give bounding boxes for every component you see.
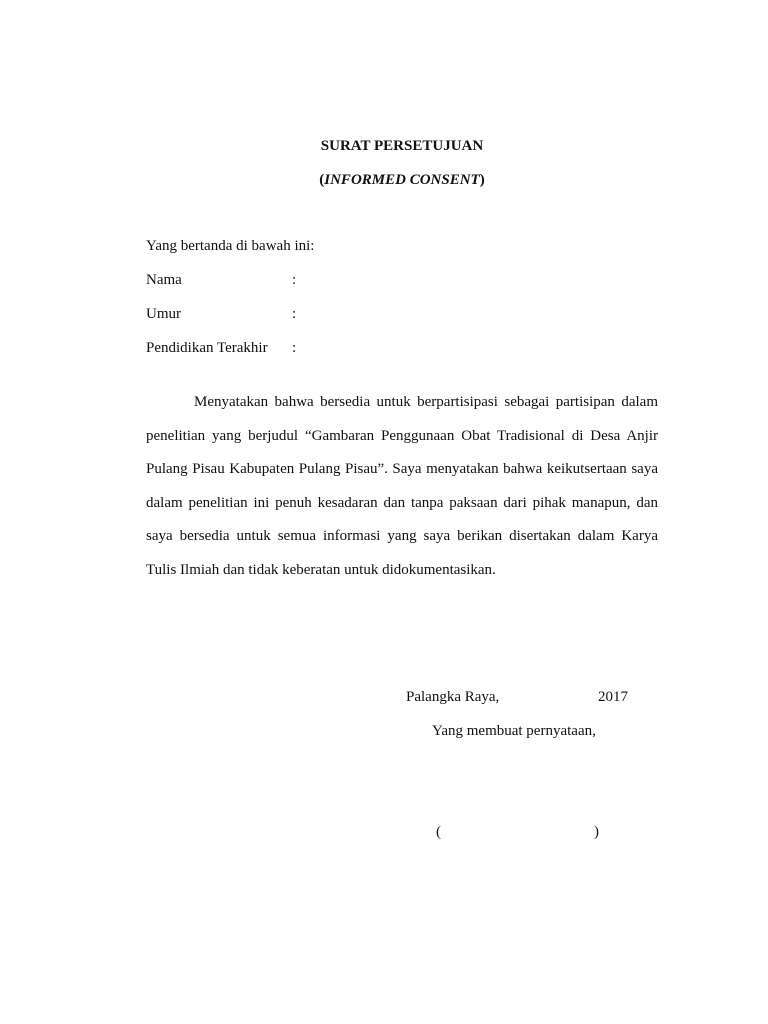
consent-paragraph: Menyatakan bahwa bersedia untuk berpartisipasi sebagai partisipan dalam penelitian yang berjudul “Gambaran Penggunaan Obat Tradisional di Desa Anjir Pulang Pisau Kabupaten Pulang Pisau”. Saya menyatakan bahwa keikutsertaan saya dalam penelitian ini penuh kesadaran dan tanpa paksaan dari pihak manapun, dan saya bersedia untuk semua informasi yang saya berikan disertakan dalam Karya Tulis Ilmiah dan tidak keberatan untuk didokumentasikan.	[146, 394, 658, 578]
field-colon-education: :	[292, 340, 297, 356]
signature-place: Palangka Raya,	[406, 689, 500, 705]
document-title: SURAT PERSETUJUAN	[320, 138, 484, 154]
signature-open-paren: (	[436, 824, 441, 840]
field-label-education: Pendidikan Terakhir	[146, 340, 268, 356]
field-label-age: Umur	[146, 306, 181, 322]
subtitle-italic-text: INFORMED CONSENT	[324, 172, 480, 188]
field-colon-age: :	[292, 306, 297, 322]
field-label-name: Nama	[146, 272, 182, 288]
signature-year: 2017	[598, 689, 628, 705]
document-subtitle	[0, 172, 768, 189]
signer-label: Yang membuat pernyataan,	[432, 723, 596, 739]
field-colon-name: :	[292, 272, 297, 288]
signature-close-paren: )	[594, 824, 599, 840]
subtitle-close-paren: )	[479, 172, 485, 188]
subtitle-open-paren: (	[319, 172, 325, 188]
intro-line: Yang bertanda di bawah ini:	[146, 238, 315, 254]
